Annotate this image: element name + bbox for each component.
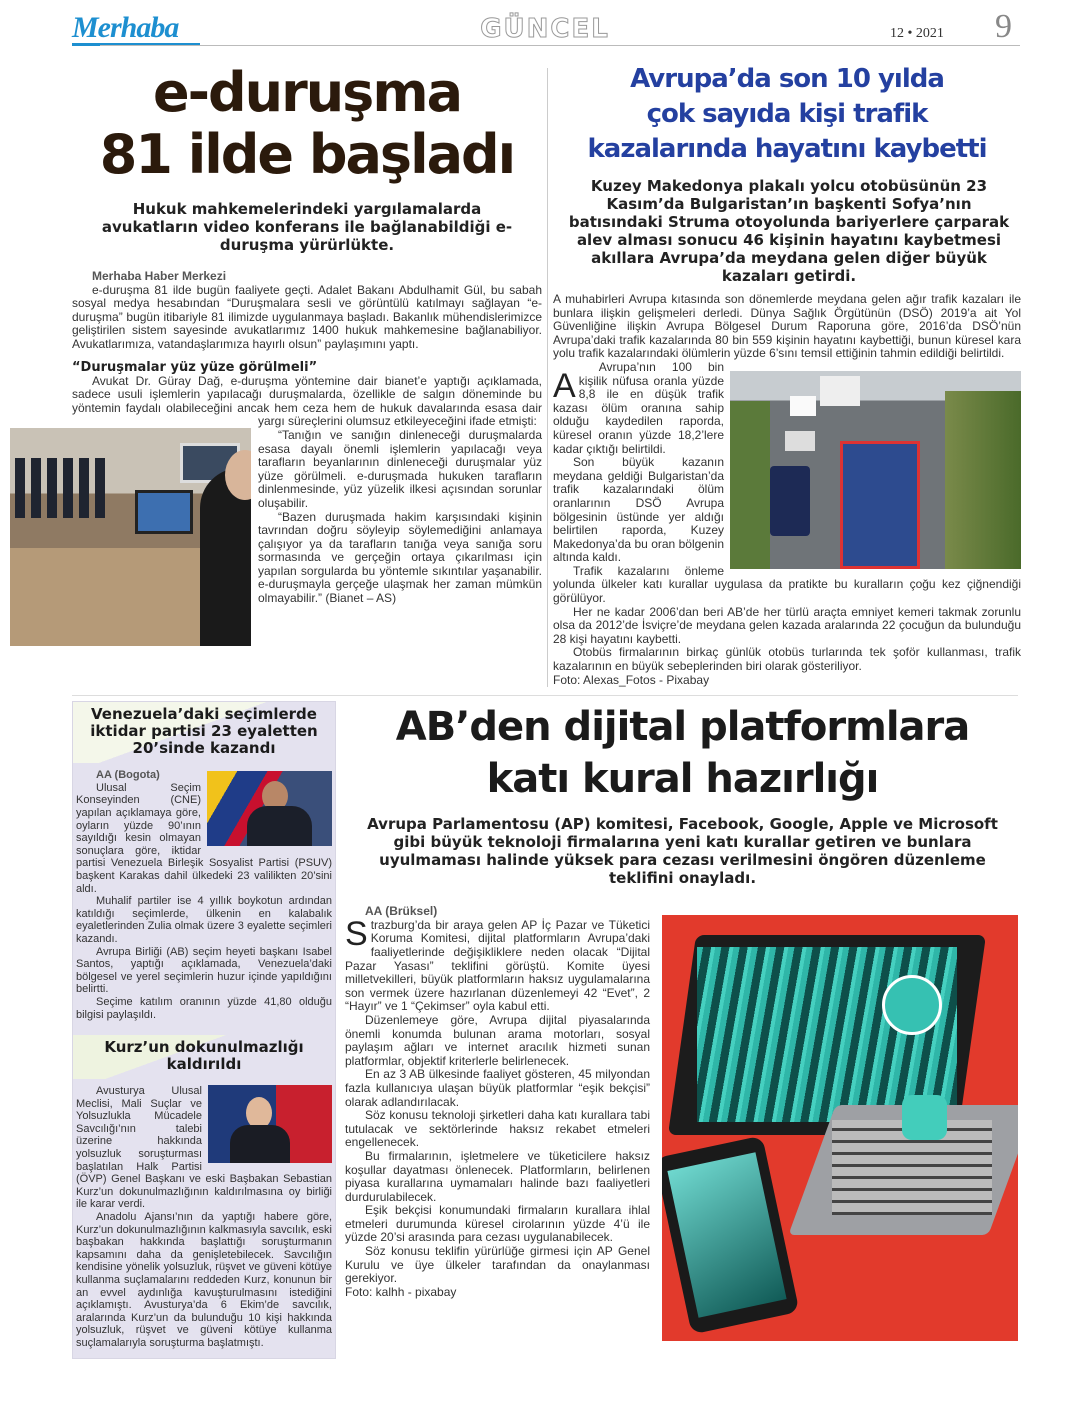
headline-line: Avrupa’da son 10 yılda (630, 64, 944, 94)
ab-article (345, 701, 1020, 1341)
paragraph: Söz konusu teknoloji şirketleri daha katı kurallara tabi tutulacak ve sektörlerinde haksız rekabet etmeleri engellenecek. (345, 1108, 650, 1150)
header-rule (100, 45, 1020, 46)
byline: AA (Bogota) (96, 769, 160, 782)
newspaper-logo: Merhaba (72, 14, 200, 46)
photo-credit: Foto: Alexas_Fotos - Pixabay (553, 672, 710, 687)
right-article-lede: Kuzey Makedonya plakalı yolcu otobüsünün 23 Kasım’da Bulgaristan’ın başkenti Sofya’nın batısındaki Struma otoyolunda bariyerlere çarparak alev alması sonucu 46 kişinin hayatını kaybetmesi akıllara Avrupa’da meydana gelen diğer büyük kazaları getirdi. (568, 177, 1010, 285)
paragraph: Muhalif partiler ise 4 yıllık boykotun ardından katıldığı seçimlerde, ülkenin en kalabalık eyaletlerinden Zulia olmak üzere 3 eyalette seçimleri kazandı. (76, 895, 332, 945)
paragraph: Son büyük kazanın meydana geldiği Bulgaristan’da trafik kazalarındaki ölüm oranlarının DSÖ Avrupa bölgesinin üstünde yer aldığı belirtilen raporda, Kuzey Makedonya’da bu oran bölgenin altında kaldı. (553, 455, 724, 565)
section-title: GÜNCEL (480, 14, 610, 44)
headline-line: AB’den dijital platformlara (395, 704, 970, 751)
top-section (0, 0, 1070, 687)
kurz-body (73, 1079, 335, 1349)
paragraph: Avusturya Ulusal Meclisi, Mali Suçlar ve Yolsuzlukla Mücadele Savcılığı’nın talebi üzerine hakkında yolsuzluk soruşturması başlatılan Halk Partisi (ÖVP) Genel Başkanı ve eski Başbakan Sebastian Kurz’un dokunulmazlığının kaldırılmasına oy birliği ile karar verdi. (76, 1085, 332, 1211)
venezuela-body (73, 763, 335, 1021)
paragraph: Her ne kadar 2006’dan beri AB’de her türlü araçta emniyet kemeri takmak zorunlu olsa da 2012’de İsviçre’de meydana gelen kazada aralarında 22 çocuğun da bulunduğu 28 kişi hayatını kaybetti. (553, 604, 1021, 646)
byline: AA (Brüksel) (365, 904, 438, 919)
ab-article-lede: Avrupa Parlamentosu (AP) komitesi, Facebook, Google, Apple ve Microsoft gibi büyük teknoloji firmalarına yeni katı kurallar getiren ve bunlara uyulmaması halinde yüksek para cezası verilmesini öngören düzenleme teklifini onayladı. (367, 815, 998, 888)
digital-platforms-illustration (662, 915, 1018, 1341)
kurz-headline: Kurz’un dokunulmazlığı kaldırıldı (73, 1035, 335, 1079)
photo-credit: Foto: kalhh - pixabay (345, 1284, 457, 1299)
page-number: 9 (995, 8, 1012, 45)
left-article-lede: Hukuk mahkemelerindeki yargılamalarda avukatların video konferans ile bağlanabildiği e-duruşma yürürlükte. (101, 200, 513, 254)
maduro-photo (207, 771, 332, 846)
ab-article-headline (345, 701, 1020, 805)
venezuela-headline: Venezuela’daki seçimlerde iktidar partisi 23 eyaletten 20’sinde kazandı (73, 702, 335, 763)
headline-line: çok sayıda kişi trafik (646, 99, 928, 129)
section-divider (72, 695, 1018, 696)
right-article-headline (553, 62, 1021, 167)
paragraph: Söz konusu teklifin yürürlüğe girmesi için AP Genel Kurulu ve üye ülkeler tarafından da onaylanması gerekiyor. (345, 1244, 650, 1286)
headline-line: kazalarında hayatını kaybetti (587, 134, 987, 164)
paragraph-text: trazburg’da bir araya gelen AP İç Pazar ve Tüketici Koruma Komitesi, dijital platformların Avrupa’daki faaliyetlerinde değişikliklere neden olacak “Dijital Pazar Yasası” teklifini görüştü. Komite üyesi milletvekilleri, büyük platformların haksız uygulamalarına son vermek üzere hazırlanan düzenlemeyi 42 “Evet”, 2 “Hayır” ve 1 “Çekimser” oyla kabul etti. (345, 917, 650, 1014)
bottom-section (0, 701, 1070, 1378)
kurz-photo (208, 1085, 332, 1163)
paragraph: Avrupa’nın 100 bin kişilik nüfusa oranla yüzde 8,8 ile en düşük trafik kazası ölüm oranına sahip olduğu kaydedilen raporda, küresel oranın yüzde 18,2’lere kadar çıktığı belirtildi. (553, 359, 724, 456)
paragraph: Anadolu Ajansı’nın da yaptığı habere göre, Kurz’un dokunulmazlığının kalkmasıyla savcılık, eski başbakan hakkında başlattığı soruşturmanın kapsamını daha da genişletebilecek. Savcılığın kendisine yönelik yolsuzluk, rüşvet ve güveni kötüye kullanma suçlamalarını reddeden Kurz, konunun bir an evvel aydınlığa kavuşturulmasını istediğini açıklamıştı. Avusturya’da 6 Ekim’de savcılık, aralarında Kurz’un da bulunduğu 10 kişi hakkında yolsuzluk, rüşvet ve güveni kötüye kullanma suçlamalarıyla soruşturma başlatmıştı. (76, 1211, 332, 1349)
paragraph: Otobüs firmalarının birkaç günlük otobüs turlarında tek şoför kullanması, trafik kazalarının en büyük sebeplerinden biri olarak gösteriliyor. (553, 645, 1021, 674)
right-article-body (553, 293, 1021, 687)
sidebar-news-box (72, 701, 336, 1358)
paragraph: Avrupa Birliği (AB) seçim heyeti başkanı Isabel Santos, yaptığı açıklamada, Venezuela’daki bölgesel ve yerel seçimlerin huzur içinde yapıldığını belirtti. (76, 945, 332, 996)
highway-traffic-photo (730, 371, 1021, 569)
subheading: “Duruşmalar yüz yüze görülmeli” (72, 359, 318, 375)
issue-date: 12 • 2021 (890, 26, 944, 41)
headline-line: 81 ilde başladı (99, 123, 515, 186)
left-article-body (72, 270, 542, 606)
drop-cap: A (553, 367, 576, 405)
left-article (72, 62, 542, 687)
paragraph: Düzenlemeye göre, Avrupa dijital piyasalarında önemli konumda bulunan arama motorları, sosyal paylaşım ağları ve internet aracılık hizmeti sunan platformlar, objektif kriterlerle belirlenecek. (345, 1012, 650, 1068)
paragraph (553, 292, 1021, 405)
paragraph: “Bazen duruşmada hakim karşısındaki kişinin tavrından doğru söyleyip söylemediğini anlamaya çalışıyor ya da tarafların tanığa veya sanığa soru sormasında ve gerçeğin ortaya çıkarılması için yapılan sorgularda bu yöntemle sıkıntılar yaşanabilir. e-duruşmayla gerçeğe ulaşmak her zaman mümkün olmayabilir.” (Bianet – AS) (258, 509, 542, 606)
paragraph: Avukat Dr. Güray Dağ, e-duruşma yöntemine dair bianet’e yaptığı açıklamada, sadece usuli işlemlerin yapılacağı duruşmalarda, özellikle de salgın döneminde bu yöntemin faydalı olabileceğini ancak hem ceza hem de hukuk davalarında esasa dair yargı süreçlerini olumsuz etkileyeceğini ifade etmişti: (72, 373, 542, 429)
right-article (553, 62, 1021, 687)
paragraph: Ulusal Seçim Konseyinden (CNE) yapılan açıklamaya göre, oyların yüzde 90’ının sayıldığı kesin olmayan sonuçlara göre, iktidar partisi Venezuela Birleşik Sosyalist Partisi (PSUV) başkent Karakas dahil ülkedeki 23 valilikten 20’sini aldı. (76, 781, 332, 895)
ab-article-columns (345, 905, 1020, 1341)
paragraph: Seçime katılım oranının yüzde 41,80 olduğu bilgisi paylaşıldı. (76, 995, 332, 1021)
paragraph: Trafik kazalarını önleme yolunda ülkeler katı kurallar uygulasa da pratikte bu kuralların çoğu kez çiğnendiği görülüyor. (553, 563, 1021, 606)
paragraph: Bu firmalarının, işletmelere ve tüketicilere haksız koşullar dayatması önlenecek. Platformların, belirlenen piyasa kurallarına uymamaları halinde bazı faaliyetleri durdurulabilecek. (345, 1148, 650, 1204)
headline-line: e-duruşma (152, 61, 462, 124)
paragraph: En az 3 AB ülkesinde faaliyet gösteren, 45 milyondan fazla kullanıcıya ulaşan büyük platformlar “eşik bekçisi” olarak adlandırılacak. (345, 1067, 650, 1109)
column-divider (547, 68, 548, 687)
courtroom-photo (10, 428, 251, 646)
paragraph: “Tanığın ve sanığın dinleneceği duruşmalarda esasa dayalı önemli işlemlerin yapılacağı veya tarafların beyanlarının dinleneceği duruşmalar yüz yüze görülmeli. e-duruşmada hukuken tarafların dinlenmesinde, yüz yüzelik ilkesi açısından sorunlar oluşabilir. (258, 427, 542, 510)
paragraph (345, 914, 650, 1014)
paragraph-text: A muhabirleri Avrupa kıtasında son dönemlerde meydana gelen ağır trafik kazaları ile bunlara ilişkin gelişmeleri derledi. Dünya Sağlık Örgütünün (DSÖ) 2019’a ait Yol Güvenliğine ilişkin Avrupa Bölgesel Durum Raporuna göre, 2016’da DSÖ’nün Avrupa’daki trafik kazalarında 80 bin 559 kişinin hayatını kaybettiği, bunun küresel kara yolu trafik kazalarındaki ölümlerin yüzde 6’sını temsil ettiğinin tahmin edildiği belirtildi. (553, 292, 1021, 361)
ab-article-body (345, 905, 650, 1299)
drop-cap: S (345, 914, 368, 953)
left-article-headline (72, 62, 542, 186)
paragraph: e-duruşma 81 ilde bugün faaliyete geçti. Adalet Bakanı Abdulhamit Gül, bu sabah sosyal medya hesabından “Duruşmalara sesli ve görüntülü katılmayı sağlayan “e-duruşma” bugün itibariyle 81 ilimizde uygulanmaya başladı. Bakanlık mühendislerimizce geliştirilen sistem sayesinde avukatlarımız 1400 hukuk mahkemesine bağlanabiliyor. Avukatlarımıza, vatandaşlarımıza hayırlı olsun” paylaşımını yaptı. (72, 282, 542, 351)
byline: Merhaba Haber Merkezi (92, 269, 227, 283)
headline-line: katı kural hazırlığı (486, 756, 879, 803)
paragraph: Eşik bekçisi konumundaki firmaların kurallara ihlal etmeleri durumunda küresel cirolarının yüzde 4’ü ile yüzde 20’si arasında para cezası uygulanabilecek. (345, 1203, 650, 1245)
